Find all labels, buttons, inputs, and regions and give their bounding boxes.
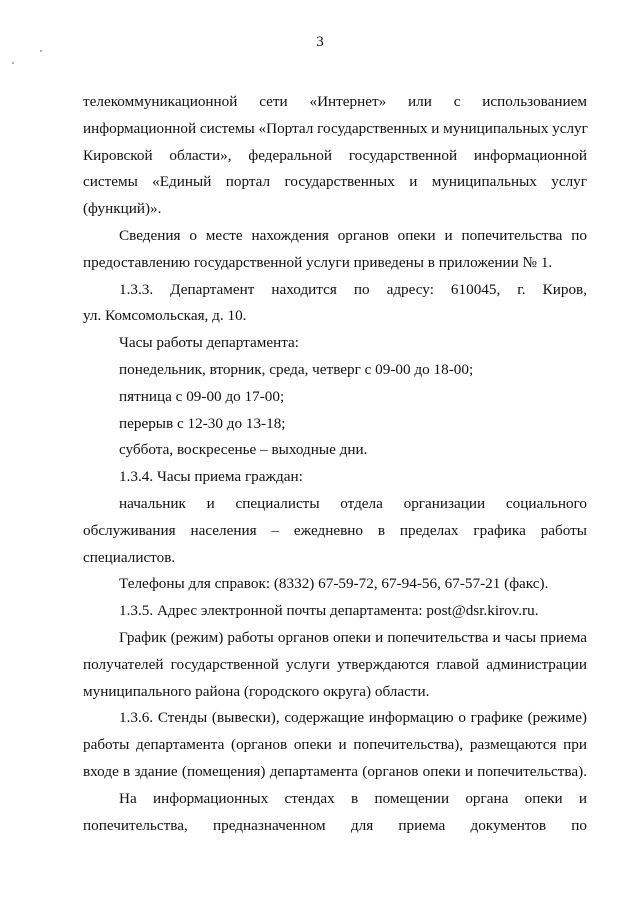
text-line: получателей государственной услуги утверждаются главой администрации — [83, 655, 587, 673]
text-line: информационной системы «Портал государственных и муниципальных услуг — [83, 119, 588, 137]
text-line: 1.3.3. Департамент находится по адресу: 610045, г. Киров, — [119, 280, 587, 298]
text-line: Сведения о месте нахождения органов опеки и попечительства по — [119, 226, 587, 244]
text-line: 1.3.6. Стенды (вывески), содержащие информацию о графике (режиме) — [119, 709, 587, 727]
text-line: системы «Единый портал государственных и муниципальных услуг — [83, 173, 587, 191]
text-line: попечительства, предназначенном для приема документов по — [83, 816, 587, 834]
text-line: работы департамента (органов опеки и попечительства), размещаются при — [83, 736, 587, 754]
text-line: 1.3.4. Часы приема граждан: — [119, 468, 303, 486]
text-line: телекоммуникационной сети «Интернет» или с использованием — [83, 93, 587, 110]
text-line: (функций)». — [83, 200, 162, 218]
text-line: Часы работы департамента: — [119, 334, 300, 352]
text-line: 1.3.5. Адрес электронной почты департамента: post@dsr.kirov.ru. — [119, 602, 539, 620]
text-line: муниципального района (городского округа) области. — [83, 682, 430, 700]
text-line: предоставлению государственной услуги приведены в приложении № 1. — [83, 253, 553, 271]
page-number: 3 — [316, 34, 324, 50]
scan-speck — [12, 62, 14, 64]
text-line: Кировской области», федеральной государственной информационной — [83, 146, 587, 164]
text-line: начальник и специалисты отдела организации социального — [119, 494, 587, 512]
text-line: ул. Комсомольская, д. 10. — [83, 307, 247, 325]
text-line: пятница с 09-00 до 17-00; — [119, 387, 285, 405]
text-line: перерыв с 12-30 до 13-18; — [119, 414, 286, 432]
text-line: График (режим) работы органов опеки и попечительства и часы приема — [119, 628, 587, 646]
text-line: специалистов. — [83, 548, 176, 566]
text-line: На информационных стендах в помещении органа опеки и — [119, 789, 587, 807]
text-line: Телефоны для справок: (8332) 67-59-72, 67-94-56, 67-57-21 (факс). — [119, 575, 549, 593]
text-line: входе в здание (помещения) департамента (органов опеки и попечительства). — [83, 762, 587, 780]
document-body — [83, 89, 587, 839]
text-line: обслуживания населения – ежедневно в пределах графика работы — [83, 521, 587, 539]
text-line: понедельник, вторник, среда, четверг с 09-00 до 18-00; — [119, 360, 474, 378]
text-line: суббота, воскресенье – выходные дни. — [119, 441, 368, 459]
